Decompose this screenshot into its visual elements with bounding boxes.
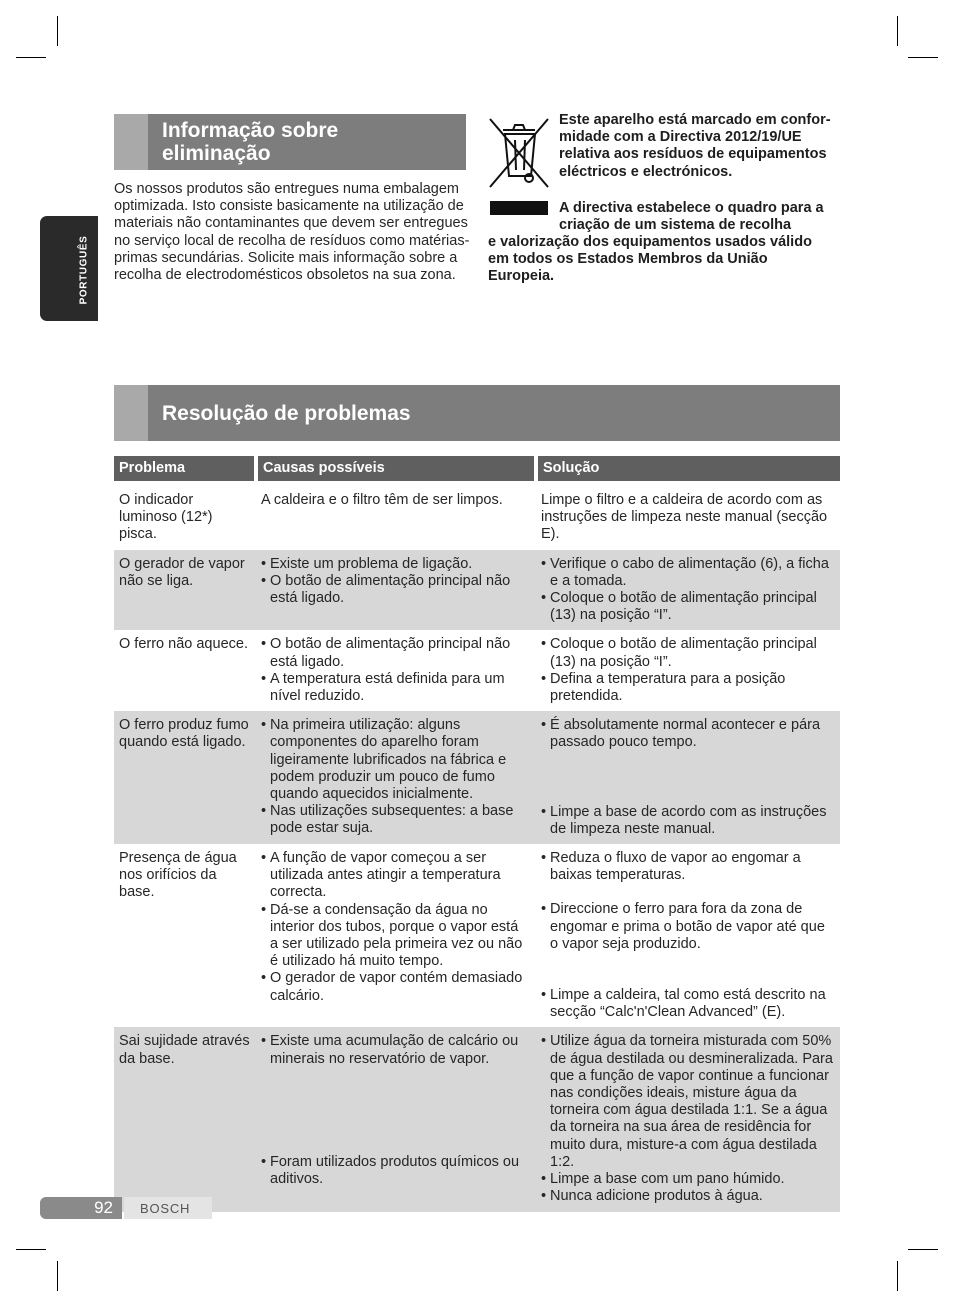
solution-cell	[536, 630, 840, 711]
solution-item: • Nunca adicione produtos à água.	[541, 1188, 834, 1205]
problem-cell: Sai sujidade através da base.	[114, 1027, 256, 1211]
header-problem: Problema	[114, 456, 256, 481]
solution-item: • Limpe a base com um pano húmido.	[541, 1171, 834, 1188]
weee-underline-bar	[490, 201, 548, 215]
solution-item: • Limpe a caldeira, tal como está descrito na secção “Calc'n'Clean Advanced” (E).	[541, 987, 834, 1021]
solution-item: • Verifique o cabo de alimentação (6), a ficha e a tomada.	[541, 556, 834, 590]
crop-mark	[16, 57, 46, 58]
cause-cell	[256, 1027, 536, 1211]
disposal-heading-band	[114, 114, 466, 170]
cause-item: • O botão de alimentação principal não está ligado.	[261, 573, 530, 607]
disposal-text: Os nossos produtos são entregues numa embalagem optimizada. Isto consiste basicamente na utilização de materiais não contaminantes que devem ser entregues no serviço local de recolha de resíduos como matérias-primas secundárias. Solicite mais informação sobre a recolha de electrodomésticos obsoletos na sua zona.	[114, 181, 470, 284]
table-row	[114, 630, 840, 711]
problem-cell: O ferro não aquece.	[119, 636, 248, 653]
brand-badge	[124, 1197, 212, 1219]
weee-statement: Este aparelho está marcado em confor-midade com a Directiva 2012/19/UE relativa aos resíduos de equipamentos eléctricos e electrónicos.	[559, 112, 831, 180]
cause-item: • Na primeira utilização: alguns componentes do aparelho foram ligeiramente lubrificados na fábrica e podem produzir um pouco de fumo quando aquecidos inicialmente.	[261, 717, 530, 803]
solution-item: • Defina a temperatura para a posição pretendida.	[541, 671, 834, 705]
cause-item: • O gerador de vapor contém demasiado calcário.	[261, 970, 530, 1004]
troubleshooting-heading-band	[114, 385, 840, 441]
cause-item: • A função de vapor começou a ser utilizada antes atingir a temperatura correcta.	[261, 850, 530, 902]
cause-item: • O botão de alimentação principal não está ligado.	[261, 636, 530, 670]
troubleshooting-table	[114, 456, 840, 1212]
language-tab-label: PORTUGUÊS	[78, 235, 90, 305]
solution-item: • Direccione o ferro para fora da zona de engomar e prima o botão de vapor até que o vapor seja produzido.	[541, 901, 834, 953]
cause-cell	[256, 550, 536, 631]
crop-mark	[908, 57, 938, 58]
solution-item: • É absolutamente normal acontecer e pára passado pouco tempo.	[541, 717, 834, 751]
cause-cell	[256, 630, 536, 711]
table-header-row	[114, 456, 840, 481]
troubleshooting-title: Resolução de problemas	[162, 402, 411, 425]
cause-item: • Existe uma acumulação de calcário ou minerais no reservatório de vapor.	[261, 1033, 530, 1067]
crossed-out-wheelie-bin-icon	[487, 116, 551, 190]
table-row	[114, 1027, 840, 1211]
solution-item: • Utilize água da torneira misturada com 50% de água destilada ou desmineralizada. Para que a função de vapor continue a funcionar nas condições ideais, misture água da torneira com água destilada 1:1. Se a água da torneira na sua área de residência for muito dura, misture-a com água destilada 1:2.	[541, 1033, 834, 1171]
header-solution: Solução	[536, 456, 840, 481]
cause-item: • Dá-se a condensação da água no interior dos tubos, porque o vapor está a ser utilizado pela primeira vez ou não é utilizado há muito tempo.	[261, 902, 530, 971]
brand-name: BOSCH	[140, 1201, 191, 1216]
cause-cell	[256, 844, 536, 1027]
problem-cell: Presença de água nos orifícios da base.	[119, 850, 237, 901]
crop-mark	[57, 1261, 58, 1291]
problem-cell: O gerador de vapor não se liga.	[114, 550, 256, 631]
page-number: 92	[94, 1198, 113, 1217]
cause-item: • Foram utilizados produtos químicos ou aditivos.	[261, 1154, 530, 1188]
solution-item: • Limpe a base de acordo com as instruções de limpeza neste manual.	[541, 804, 834, 838]
cause-cell: A caldeira e o filtro têm de ser limpos.	[261, 492, 503, 508]
solution-cell	[536, 711, 840, 844]
solution-cell	[536, 1027, 840, 1211]
crop-mark	[908, 1249, 938, 1250]
crop-mark	[897, 1261, 898, 1291]
cause-item: • Existe um problema de ligação.	[261, 556, 530, 573]
table-row	[114, 486, 840, 550]
solution-cell: Limpe o filtro e a caldeira de acordo com as instruções de limpeza neste manual (secção E).	[541, 492, 828, 543]
weee-directive-line: A directiva estabelece o quadro para a criação de um sistema de recolha	[559, 200, 824, 234]
crop-mark	[57, 16, 58, 46]
solution-item: • Coloque o botão de alimentação principal (13) na posição “I”.	[541, 590, 834, 624]
solution-item: • Coloque o botão de alimentação principal (13) na posição “I”.	[541, 636, 834, 670]
problem-cell: O indicador luminoso (12*) pisca.	[119, 492, 213, 543]
solution-cell	[536, 550, 840, 631]
weee-directive-continuation: e valorização dos equipamentos usados válido em todos os Estados Membros da União Europeia.	[488, 234, 812, 285]
problem-cell: O ferro produz fumo quando está ligado.	[114, 711, 256, 844]
cause-item: • A temperatura está definida para um nível reduzido.	[261, 671, 530, 705]
solution-cell	[536, 844, 840, 1027]
table-row	[114, 844, 840, 1027]
crop-mark	[16, 1249, 46, 1250]
cause-item: • Nas utilizações subsequentes: a base pode estar suja.	[261, 803, 530, 837]
disposal-title: Informação sobre eliminação	[162, 119, 339, 165]
table-row	[114, 711, 840, 844]
cause-cell	[256, 711, 536, 844]
crop-mark	[897, 16, 898, 46]
page-number-badge	[40, 1197, 122, 1219]
table-row	[114, 550, 840, 631]
solution-item: • Reduza o fluxo de vapor ao engomar a baixas temperaturas.	[541, 850, 834, 884]
header-causes: Causas possíveis	[256, 456, 536, 481]
